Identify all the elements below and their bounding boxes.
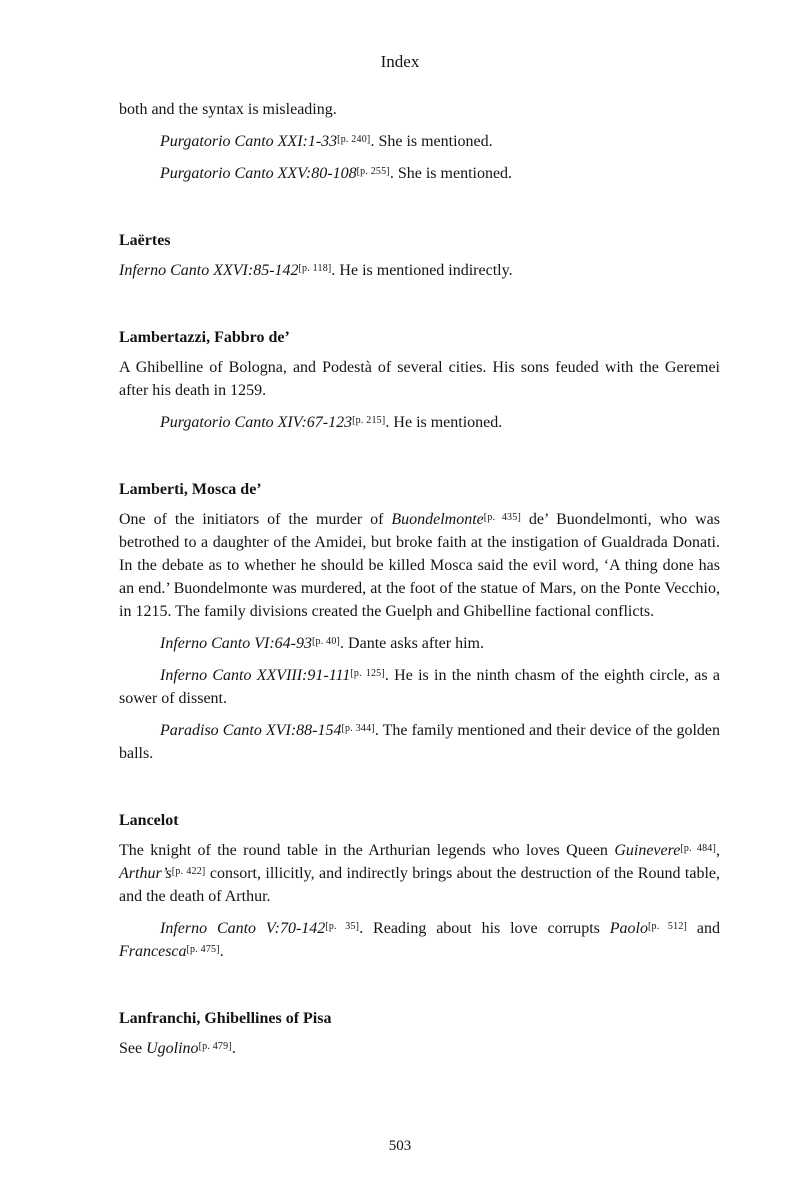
index-reference (119, 664, 720, 710)
canto-citation[interactable]: Inferno Canto XXVIII:91-111 (160, 667, 351, 684)
page-reference[interactable]: [p. 215] (352, 415, 386, 426)
reference-note: . He is mentioned indirectly. (331, 262, 513, 279)
page-reference[interactable]: [p. 479] (198, 1041, 232, 1052)
index-reference (119, 162, 720, 185)
page-reference[interactable]: [p. 35] (325, 921, 360, 932)
page-reference[interactable]: [p. 344] (341, 723, 375, 734)
reference-note: . She is mentioned. (370, 133, 493, 150)
index-entry-lancelot (119, 809, 720, 963)
entry-heading: Lamberti, Mosca de’ (119, 481, 262, 498)
page-reference[interactable]: [p. 118] (298, 263, 332, 274)
index-reference (119, 632, 720, 655)
page-reference[interactable]: [p. 422] (171, 866, 206, 877)
entry-description: The knight of the round table in the Arthurian legends who loves Queen Guinevere[p. 484], Arthur’s[p. 422] consort, illicitly, and indirectly brings about the destruction of the Round table, and the death of Arthur. (119, 842, 721, 905)
continuation-text: both and the syntax is misleading. (119, 101, 337, 118)
page-reference[interactable]: [p. 512] (647, 921, 688, 932)
cross-reference-link[interactable]: Francesca (119, 943, 187, 960)
cross-reference-link[interactable]: Guinevere (614, 842, 681, 859)
index-entry-lamberti (119, 478, 720, 765)
entry-heading: Lambertazzi, Fabbro de’ (119, 329, 290, 346)
reference-note: . He is in the ninth chasm of the eighth circle, as a sower of dissent. (119, 667, 720, 707)
entry-description: One of the initiators of the murder of Buondelmonte[p. 435] de’ Buondelmonti, who was betrothed to a daughter of the Amidei, but broke faith at the instigation of Gualdrada Donati. In the debate as to whether he should be killed Mosca said the evil word, ‘A thing done has an end.’ Buondelmonte was murdered, at the foot of the statue of Mars, on the Ponte Vecchio, in 1215. The family divisions created the Guelph and Ghibelline factional conflicts. (119, 511, 720, 620)
page-reference[interactable]: [p. 435] (483, 512, 521, 523)
canto-citation[interactable]: Inferno Canto V:70-142 (160, 920, 326, 937)
index-reference (119, 130, 720, 153)
page-reference[interactable]: [p. 255] (356, 166, 390, 177)
cross-reference-link[interactable]: Buondelmonte (391, 511, 484, 528)
reference-note: . She is mentioned. (389, 165, 513, 182)
reference-note: . Dante asks after him. (340, 635, 484, 652)
entry-description: See Ugolino[p. 479]. (119, 1040, 236, 1057)
canto-citation[interactable]: Inferno Canto VI:64-93 (160, 635, 312, 652)
page-reference[interactable]: [p. 475] (186, 944, 220, 955)
index-entry-lanfranchi (119, 1007, 720, 1060)
entry-heading: Laërtes (119, 232, 171, 249)
cross-reference-link[interactable]: Arthur’s (119, 865, 172, 882)
page-number: 503 (388, 1138, 412, 1154)
reference-note: . The family mentioned and their device of the golden balls. (119, 722, 721, 762)
index-content (119, 98, 720, 1069)
page-reference[interactable]: [p. 125] (350, 668, 385, 679)
entry-heading: Lancelot (119, 812, 179, 829)
running-header: Index (380, 52, 420, 71)
index-entry-lambertazzi (119, 326, 720, 434)
canto-citation[interactable]: Purgatorio Canto XIV:67-123 (160, 414, 353, 431)
cross-reference-link[interactable]: Paolo (609, 920, 648, 937)
entry-description: A Ghibelline of Bologna, and Podestà of several cities. His sons feuded with the Geremei after his death in 1259. (119, 359, 720, 399)
index-reference (119, 411, 720, 434)
index-reference (119, 719, 720, 765)
reference-note: . He is mentioned. (385, 414, 503, 431)
index-reference: Inferno Canto V:70-142[p. 35]. Reading about his love corrupts Paolo[p. 512] and Francesca[p. 475]. (119, 920, 721, 960)
canto-citation[interactable]: Paradiso Canto XVI:88-154 (160, 722, 342, 739)
canto-citation[interactable]: Purgatorio Canto XXI:1-33 (160, 133, 338, 150)
canto-citation[interactable]: Inferno Canto XXVI:85-142 (119, 262, 299, 279)
cross-reference-link[interactable]: Ugolino (146, 1040, 199, 1057)
index-entry-laertes (119, 229, 720, 282)
index-reference (119, 259, 720, 282)
page-reference[interactable]: [p. 240] (337, 134, 371, 145)
canto-citation[interactable]: Purgatorio Canto XXV:80-108 (160, 165, 357, 182)
page-reference[interactable]: [p. 40] (311, 636, 341, 647)
entry-heading: Lanfranchi, Ghibellines of Pisa (119, 1010, 332, 1027)
page-reference[interactable]: [p. 484] (680, 843, 717, 854)
